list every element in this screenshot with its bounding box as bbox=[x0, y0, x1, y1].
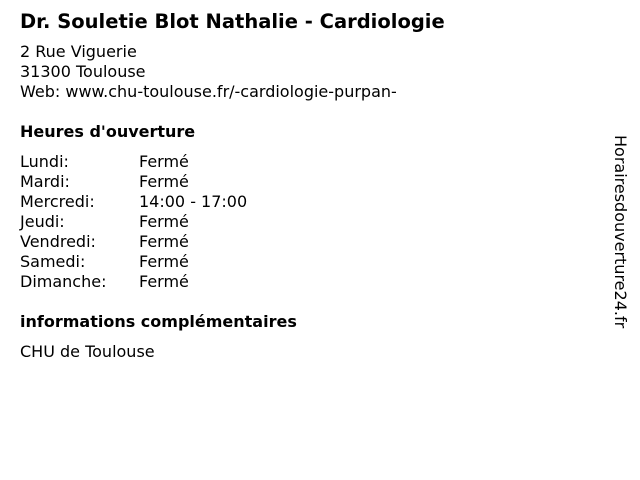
day-label: Mercredi: bbox=[20, 192, 95, 211]
hours-row-saturday bbox=[20, 252, 590, 272]
hours-row-friday bbox=[20, 232, 590, 252]
day-label: Jeudi: bbox=[20, 212, 65, 231]
day-label: Vendredi: bbox=[20, 232, 96, 251]
day-label: Dimanche: bbox=[20, 272, 107, 291]
day-label: Samedi: bbox=[20, 252, 86, 271]
hours-row-wednesday bbox=[20, 192, 590, 212]
day-hours: 14:00 - 17:00 bbox=[139, 192, 248, 211]
page-title: Dr. Souletie Blot Nathalie - Cardiologie bbox=[20, 10, 445, 33]
day-hours: Fermé bbox=[139, 252, 189, 271]
additional-info-text: CHU de Toulouse bbox=[20, 342, 155, 361]
opening-hours-table bbox=[20, 152, 590, 292]
address-block bbox=[20, 42, 590, 102]
additional-info-heading: informations complémentaires bbox=[20, 312, 297, 331]
hours-row-monday bbox=[20, 152, 590, 172]
city-address: 31300 Toulouse bbox=[20, 62, 146, 81]
street-address: 2 Rue Viguerie bbox=[20, 42, 137, 61]
site-brand-vertical: Horairesdouverture24.fr bbox=[611, 135, 630, 329]
day-hours: Fermé bbox=[139, 212, 189, 231]
day-hours: Fermé bbox=[139, 232, 189, 251]
hours-row-tuesday bbox=[20, 172, 590, 192]
hours-row-thursday bbox=[20, 212, 590, 232]
day-hours: Fermé bbox=[139, 272, 189, 291]
listing-content bbox=[20, 8, 590, 362]
website-line[interactable]: Web: www.chu-toulouse.fr/-cardiologie-purpan- bbox=[20, 82, 397, 101]
day-hours: Fermé bbox=[139, 152, 189, 171]
day-label: Mardi: bbox=[20, 172, 70, 191]
day-hours: Fermé bbox=[139, 172, 189, 191]
day-label: Lundi: bbox=[20, 152, 69, 171]
opening-hours-heading: Heures d'ouverture bbox=[20, 122, 196, 141]
hours-row-sunday bbox=[20, 272, 590, 292]
